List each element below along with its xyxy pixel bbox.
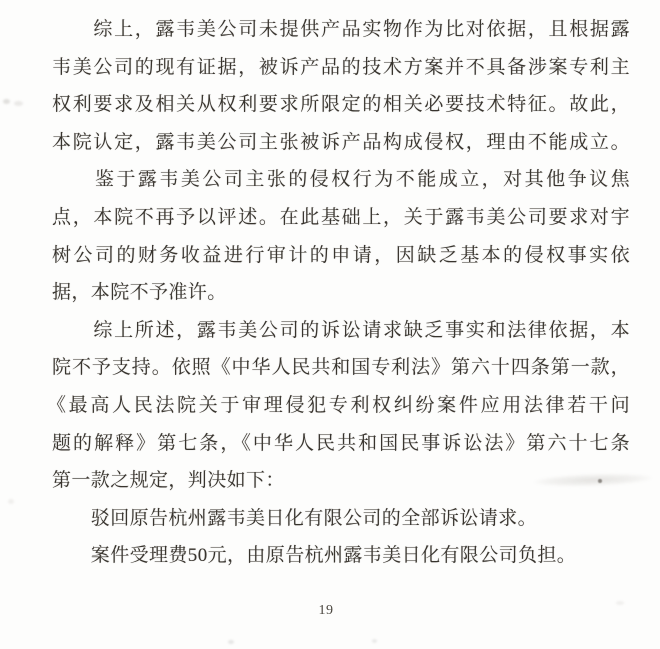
scan-speck [8,499,14,504]
document-line: 树公司的财务收益进行审计的申请，因缺乏基本的侵权事实依 [52,244,630,266]
document-line: 题的解释》第七条，《中华人民共和国民事诉讼法》第六十七条 [52,432,630,454]
document-line: 案件受理费50元，由原告杭州露韦美日化有限公司负担。 [52,545,577,567]
document-line: 院不予支持。依照《中华人民共和国专利法》第六十四条第一款， [52,357,630,379]
document-line: 驳回原告杭州露韦美日化有限公司的全部诉讼请求。 [52,507,538,529]
document-line: 综上所述，露韦美公司的诉讼请求缺乏事实和法律依据，本 [52,319,630,341]
scan-speck [228,640,234,644]
document-line: 《最高人民法院关于审理侵犯专利权纠纷案件应用法律若干问 [47,394,630,416]
paragraph-audit-request-denied [52,161,630,311]
document-line: 第一款之规定，判决如下： [52,470,285,492]
document-body [47,11,630,575]
scan-speck [616,601,624,605]
scan-speck [372,639,377,643]
document-line: 据，本院不予准许。 [52,282,227,304]
paragraph-conclusion-noninfringement [52,11,630,161]
document-line: 综上，露韦美公司未提供产品实物作为比对依据，且根据露 [52,19,630,40]
scan-smudge-dot [598,479,602,483]
scan-speck [14,101,23,106]
document-line: 韦美公司的现有证据，被诉产品的技术方案并不具备涉案专利主 [52,56,630,78]
document-line: 权利要求及相关从权利要求所限定的相关必要技术特征。故此， [52,94,630,116]
paragraph-ruling-dismissal [52,500,630,538]
paragraph-court-fee [52,537,630,575]
page-number: 19 [318,603,334,618]
scan-speck [3,99,10,104]
document-line: 点，本院不再予以评述。在此基础上，关于露韦美公司要求对宇 [52,206,630,228]
document-line: 鉴于露韦美公司主张的侵权行为不能成立，对其他争议焦 [52,169,630,191]
paragraph-legal-basis [47,312,630,500]
document-line: 本院认定，露韦美公司主张被诉产品构成侵权，理由不能成立。 [52,131,630,153]
